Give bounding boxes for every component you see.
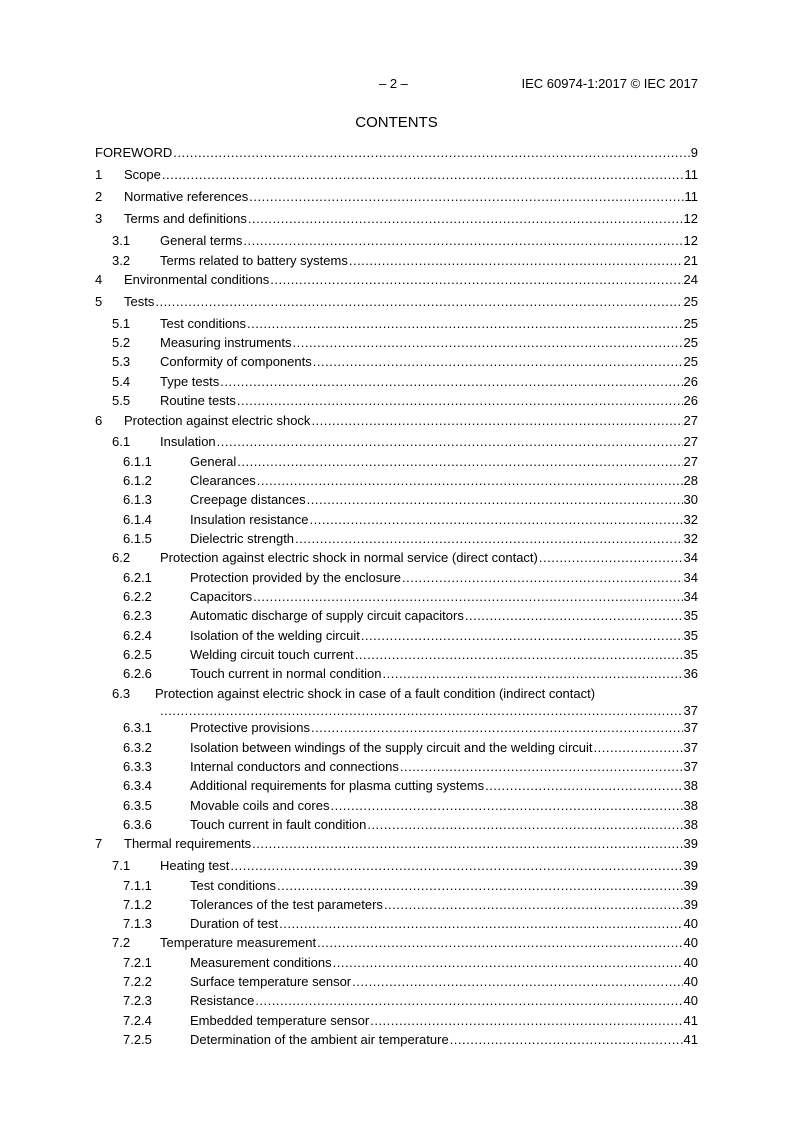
toc-section-number: 6.3.1: [123, 720, 152, 735]
toc-leader-dots: [539, 549, 683, 566]
toc-entry[interactable]: [95, 877, 698, 894]
toc-title: Embedded temperature sensor: [190, 1013, 370, 1028]
toc-page-number: 30: [683, 492, 698, 507]
toc-leader-dots: [370, 1012, 682, 1029]
toc-leader-dots: [400, 758, 683, 775]
toc-entry[interactable]: [95, 491, 698, 508]
toc-title: Dielectric strength: [190, 531, 295, 546]
toc-entry[interactable]: [95, 232, 698, 249]
toc-entry[interactable]: [95, 453, 698, 470]
toc-title: General: [190, 454, 237, 469]
toc-leader-dots: [317, 934, 682, 951]
toc-section-number: 1: [95, 167, 103, 182]
toc-entry[interactable]: [95, 954, 698, 971]
toc-section-number: 6.1: [112, 434, 131, 449]
toc-section-number: 5.5: [112, 393, 131, 408]
toc-leader-dots: [330, 797, 682, 814]
toc-title: Routine tests: [160, 393, 236, 408]
toc-leader-dots: [349, 252, 683, 269]
page-number: – 2 –: [379, 76, 408, 91]
toc-title: Duration of test: [190, 916, 279, 931]
toc-page-number: 27: [683, 434, 698, 449]
toc-entry[interactable]: [95, 293, 698, 310]
toc-leader-dots: [293, 334, 683, 351]
toc-entry[interactable]: [95, 758, 698, 775]
toc-leader-dots: [465, 607, 683, 624]
toc-leader-dots: [173, 144, 689, 161]
toc-leader-dots: [295, 530, 682, 547]
toc-page-number: 35: [683, 608, 698, 623]
toc-section-number: 6.1.5: [123, 531, 152, 546]
toc-page-number: 12: [683, 233, 698, 248]
toc-title: Conformity of components: [160, 354, 312, 369]
toc-title: Measuring instruments: [160, 335, 292, 350]
toc-section-number: 2: [95, 189, 103, 204]
toc-title: Clearances: [190, 473, 256, 488]
toc-page-number: 32: [683, 531, 698, 546]
toc-leader-dots: [252, 835, 682, 852]
toc-page-number: 27: [683, 454, 698, 469]
toc-section-number: 6.1.4: [123, 512, 152, 527]
toc-title: Terms and definitions: [124, 211, 247, 226]
toc-leader-dots: [237, 392, 683, 409]
toc-section-number: 7: [95, 836, 103, 851]
toc-section-number: 3.1: [112, 233, 131, 248]
toc-page-number: 34: [683, 570, 698, 585]
toc-title: Insulation: [160, 434, 216, 449]
toc-title: Creepage distances: [190, 492, 306, 507]
toc-entry[interactable]: [95, 569, 698, 586]
toc-entry[interactable]: [95, 334, 698, 351]
toc-leader-dots: [247, 315, 683, 332]
toc-leader-dots: [220, 373, 682, 390]
toc-title: Protective provisions: [190, 720, 310, 735]
toc-page-number: 39: [683, 836, 698, 851]
toc-entry[interactable]: [95, 896, 698, 913]
toc-title: Additional requirements for plasma cutting systems: [190, 778, 485, 793]
table-of-contents: [95, 0, 698, 1122]
toc-entry[interactable]: [95, 271, 698, 288]
toc-page-number: 25: [683, 335, 698, 350]
toc-section-number: 6.3.2: [123, 740, 152, 755]
toc-title: Terms related to battery systems: [160, 253, 348, 268]
toc-title: Protection against electric shock in case of a fault condition (indirect contact): [155, 686, 596, 701]
toc-section-number: 6.2.1: [123, 570, 152, 585]
toc-title: Type tests: [160, 374, 220, 389]
toc-page-number: 39: [683, 878, 698, 893]
toc-page-number: 40: [683, 955, 698, 970]
toc-leader-dots: [333, 954, 683, 971]
toc-page-number: 38: [683, 817, 698, 832]
toc-section-number: 6.2: [112, 550, 131, 565]
toc-title: Capacitors: [190, 589, 253, 604]
toc-page-number: 12: [683, 211, 698, 226]
toc-section-number: 7.1.1: [123, 878, 152, 893]
toc-section-number: 7.2.3: [123, 993, 152, 1008]
toc-entry[interactable]: [95, 816, 698, 833]
toc-page-number: 36: [683, 666, 698, 681]
toc-section-number: 3.2: [112, 253, 131, 268]
toc-title: Isolation between windings of the supply circuit and the welding circuit: [190, 740, 593, 755]
toc-entry[interactable]: [95, 166, 698, 183]
toc-section-number: 6.3.5: [123, 798, 152, 813]
toc-page-number: 41: [683, 1032, 698, 1047]
toc-title: Insulation resistance: [190, 512, 309, 527]
toc-section-number: 5.4: [112, 374, 131, 389]
toc-title: Welding circuit touch current: [190, 647, 354, 662]
toc-entry[interactable]: [95, 392, 698, 409]
toc-entry[interactable]: [95, 588, 698, 605]
toc-title: Movable coils and cores: [190, 798, 330, 813]
toc-page-number: 21: [683, 253, 698, 268]
toc-section-number: 6.3.6: [123, 817, 152, 832]
toc-entry[interactable]: [95, 973, 698, 990]
toc-leader-dots: [367, 816, 682, 833]
toc-title: Touch current in normal condition: [190, 666, 382, 681]
toc-section-number: 6.2.2: [123, 589, 152, 604]
toc-entry[interactable]: [95, 777, 698, 794]
toc-leader-dots: [313, 353, 683, 370]
toc-page-number: 41: [683, 1013, 698, 1028]
toc-entry[interactable]: [95, 665, 698, 682]
toc-page-number: 9: [690, 145, 698, 160]
toc-section-number: 7.2: [112, 935, 131, 950]
toc-entry[interactable]: [95, 511, 698, 528]
toc-entry[interactable]: [95, 685, 698, 719]
toc-page-number: 34: [683, 550, 698, 565]
toc-page-number: 35: [683, 647, 698, 662]
toc-leader-dots: [311, 719, 683, 736]
toc-section-number: 7.2.1: [123, 955, 152, 970]
toc-title: Touch current in fault condition: [190, 817, 367, 832]
toc-entry[interactable]: [95, 353, 698, 370]
toc-title: Determination of the ambient air temperature: [190, 1032, 449, 1047]
toc-title: Surface temperature sensor: [190, 974, 352, 989]
toc-title: FOREWORD: [95, 145, 173, 160]
toc-leader-dots: [383, 665, 683, 682]
toc-entry[interactable]: [95, 934, 698, 951]
toc-title: Internal conductors and connections: [190, 759, 399, 774]
toc-entry[interactable]: [95, 915, 698, 932]
toc-page-number: 37: [683, 759, 698, 774]
toc-page-number: 40: [683, 974, 698, 989]
toc-entry[interactable]: [95, 719, 698, 736]
toc-entry[interactable]: [95, 992, 698, 1009]
toc-entry[interactable]: [95, 144, 698, 161]
toc-entry[interactable]: [95, 549, 698, 566]
toc-entry[interactable]: [95, 797, 698, 814]
toc-section-number: 7.2.4: [123, 1013, 152, 1028]
toc-entry[interactable]: [95, 646, 698, 663]
toc-leader-dots: [257, 472, 683, 489]
toc-page-number: 24: [683, 272, 698, 287]
toc-entry[interactable]: [95, 412, 698, 429]
toc-entry[interactable]: [95, 210, 698, 227]
toc-page-number: 39: [683, 858, 698, 873]
toc-page-number: 25: [683, 294, 698, 309]
toc-page-number: 32: [683, 512, 698, 527]
toc-title: General terms: [160, 233, 243, 248]
toc-section-number: 6: [95, 413, 103, 428]
toc-title: Protection provided by the enclosure: [190, 570, 402, 585]
toc-title: Normative references: [124, 189, 249, 204]
toc-entry[interactable]: [95, 188, 698, 205]
toc-title: Measurement conditions: [190, 955, 332, 970]
toc-page-number: 25: [683, 316, 698, 331]
toc-leader-dots: [402, 569, 683, 586]
toc-leader-dots: [384, 896, 683, 913]
toc-page-number: 38: [683, 798, 698, 813]
toc-page-number: 37: [683, 740, 698, 755]
toc-leader-dots: [277, 877, 683, 894]
toc-page-number: 27: [683, 413, 698, 428]
toc-title: Resistance: [190, 993, 255, 1008]
toc-page-number: 11: [684, 189, 698, 204]
toc-title: Protection against electric shock: [124, 413, 311, 428]
toc-section-number: 6.3: [112, 686, 131, 701]
toc-leader-dots: [162, 166, 684, 183]
toc-leader-dots: [361, 627, 683, 644]
toc-leader-dots: [160, 702, 683, 719]
toc-leader-dots: [217, 433, 683, 450]
toc-section-number: 7.1: [112, 858, 131, 873]
toc-title: Isolation of the welding circuit: [190, 628, 360, 643]
toc-page-number: 28: [683, 473, 698, 488]
toc-leader-dots: [237, 453, 682, 470]
toc-entry[interactable]: [95, 472, 698, 489]
toc-section-number: 7.1.3: [123, 916, 152, 931]
toc-leader-dots: [255, 992, 682, 1009]
toc-section-number: 6.3.4: [123, 778, 152, 793]
toc-entry[interactable]: [95, 627, 698, 644]
toc-title: Thermal requirements: [124, 836, 252, 851]
toc-leader-dots: [248, 210, 683, 227]
toc-section-number: 4: [95, 272, 103, 287]
toc-leader-dots: [594, 739, 683, 756]
toc-section-number: 6.2.5: [123, 647, 152, 662]
toc-leader-dots: [270, 271, 682, 288]
toc-section-number: 7.2.2: [123, 974, 152, 989]
toc-leader-dots: [450, 1031, 683, 1048]
toc-section-number: 5.2: [112, 335, 131, 350]
document-id: IEC 60974-1:2017 © IEC 2017: [521, 76, 698, 91]
toc-page-number: 39: [683, 897, 698, 912]
toc-leader-dots: [230, 857, 682, 874]
toc-page-number: 38: [683, 778, 698, 793]
toc-section-number: 3: [95, 211, 103, 226]
toc-title: Automatic discharge of supply circuit capacitors: [190, 608, 464, 623]
toc-title: Scope: [124, 167, 161, 182]
toc-leader-dots: [307, 491, 683, 508]
toc-title: Tolerances of the test parameters: [190, 897, 383, 912]
toc-leader-dots: [355, 646, 683, 663]
toc-entry[interactable]: [95, 607, 698, 624]
toc-entry[interactable]: [95, 1012, 698, 1029]
toc-page-number: 25: [683, 354, 698, 369]
toc-entry[interactable]: [95, 857, 698, 874]
toc-leader-dots: [485, 777, 682, 794]
toc-leader-dots: [249, 188, 683, 205]
toc-leader-dots: [243, 232, 682, 249]
toc-page-number: 37: [683, 720, 698, 735]
toc-section-number: 7.2.5: [123, 1032, 152, 1047]
toc-entry[interactable]: [95, 530, 698, 547]
toc-title: Test conditions: [190, 878, 276, 893]
toc-page-number: 26: [683, 393, 698, 408]
toc-section-number: 5: [95, 294, 103, 309]
toc-entry[interactable]: [95, 739, 698, 756]
toc-title: Heating test: [160, 858, 230, 873]
toc-section-number: 6.2.6: [123, 666, 152, 681]
toc-page-number: 34: [683, 589, 698, 604]
toc-leader-dots: [279, 915, 682, 932]
toc-title: Environmental conditions: [124, 272, 270, 287]
toc-section-number: 6.3.3: [123, 759, 152, 774]
toc-leader-dots: [352, 973, 682, 990]
toc-entry[interactable]: [95, 252, 698, 269]
page-title: CONTENTS: [355, 114, 438, 131]
toc-page-number: 37: [683, 703, 698, 718]
toc-page-number: 11: [684, 167, 698, 182]
toc-entry[interactable]: [95, 1031, 698, 1048]
toc-page-number: 40: [683, 935, 698, 950]
toc-entry[interactable]: [95, 433, 698, 450]
toc-section-number: 5.3: [112, 354, 131, 369]
toc-leader-dots: [311, 412, 682, 429]
toc-section-number: 6.1.1: [123, 454, 152, 469]
toc-page-number: 35: [683, 628, 698, 643]
toc-page-number: 40: [683, 993, 698, 1008]
toc-leader-dots: [253, 588, 682, 605]
toc-entry[interactable]: [95, 835, 698, 852]
toc-page-number: 40: [683, 916, 698, 931]
toc-title: Protection against electric shock in normal service (direct contact): [160, 550, 538, 565]
toc-title: Test conditions: [160, 316, 246, 331]
toc-section-number: 6.1.3: [123, 492, 152, 507]
toc-title: Temperature measurement: [160, 935, 317, 950]
toc-leader-dots: [155, 293, 682, 310]
toc-section-number: 6.2.3: [123, 608, 152, 623]
toc-section-number: 7.1.2: [123, 897, 152, 912]
toc-section-number: 5.1: [112, 316, 131, 331]
toc-entry[interactable]: [95, 315, 698, 332]
toc-entry[interactable]: [95, 373, 698, 390]
toc-section-number: 6.2.4: [123, 628, 152, 643]
toc-leader-dots: [310, 511, 683, 528]
toc-title: Tests: [124, 294, 155, 309]
toc-page-number: 26: [683, 374, 698, 389]
toc-section-number: 6.1.2: [123, 473, 152, 488]
